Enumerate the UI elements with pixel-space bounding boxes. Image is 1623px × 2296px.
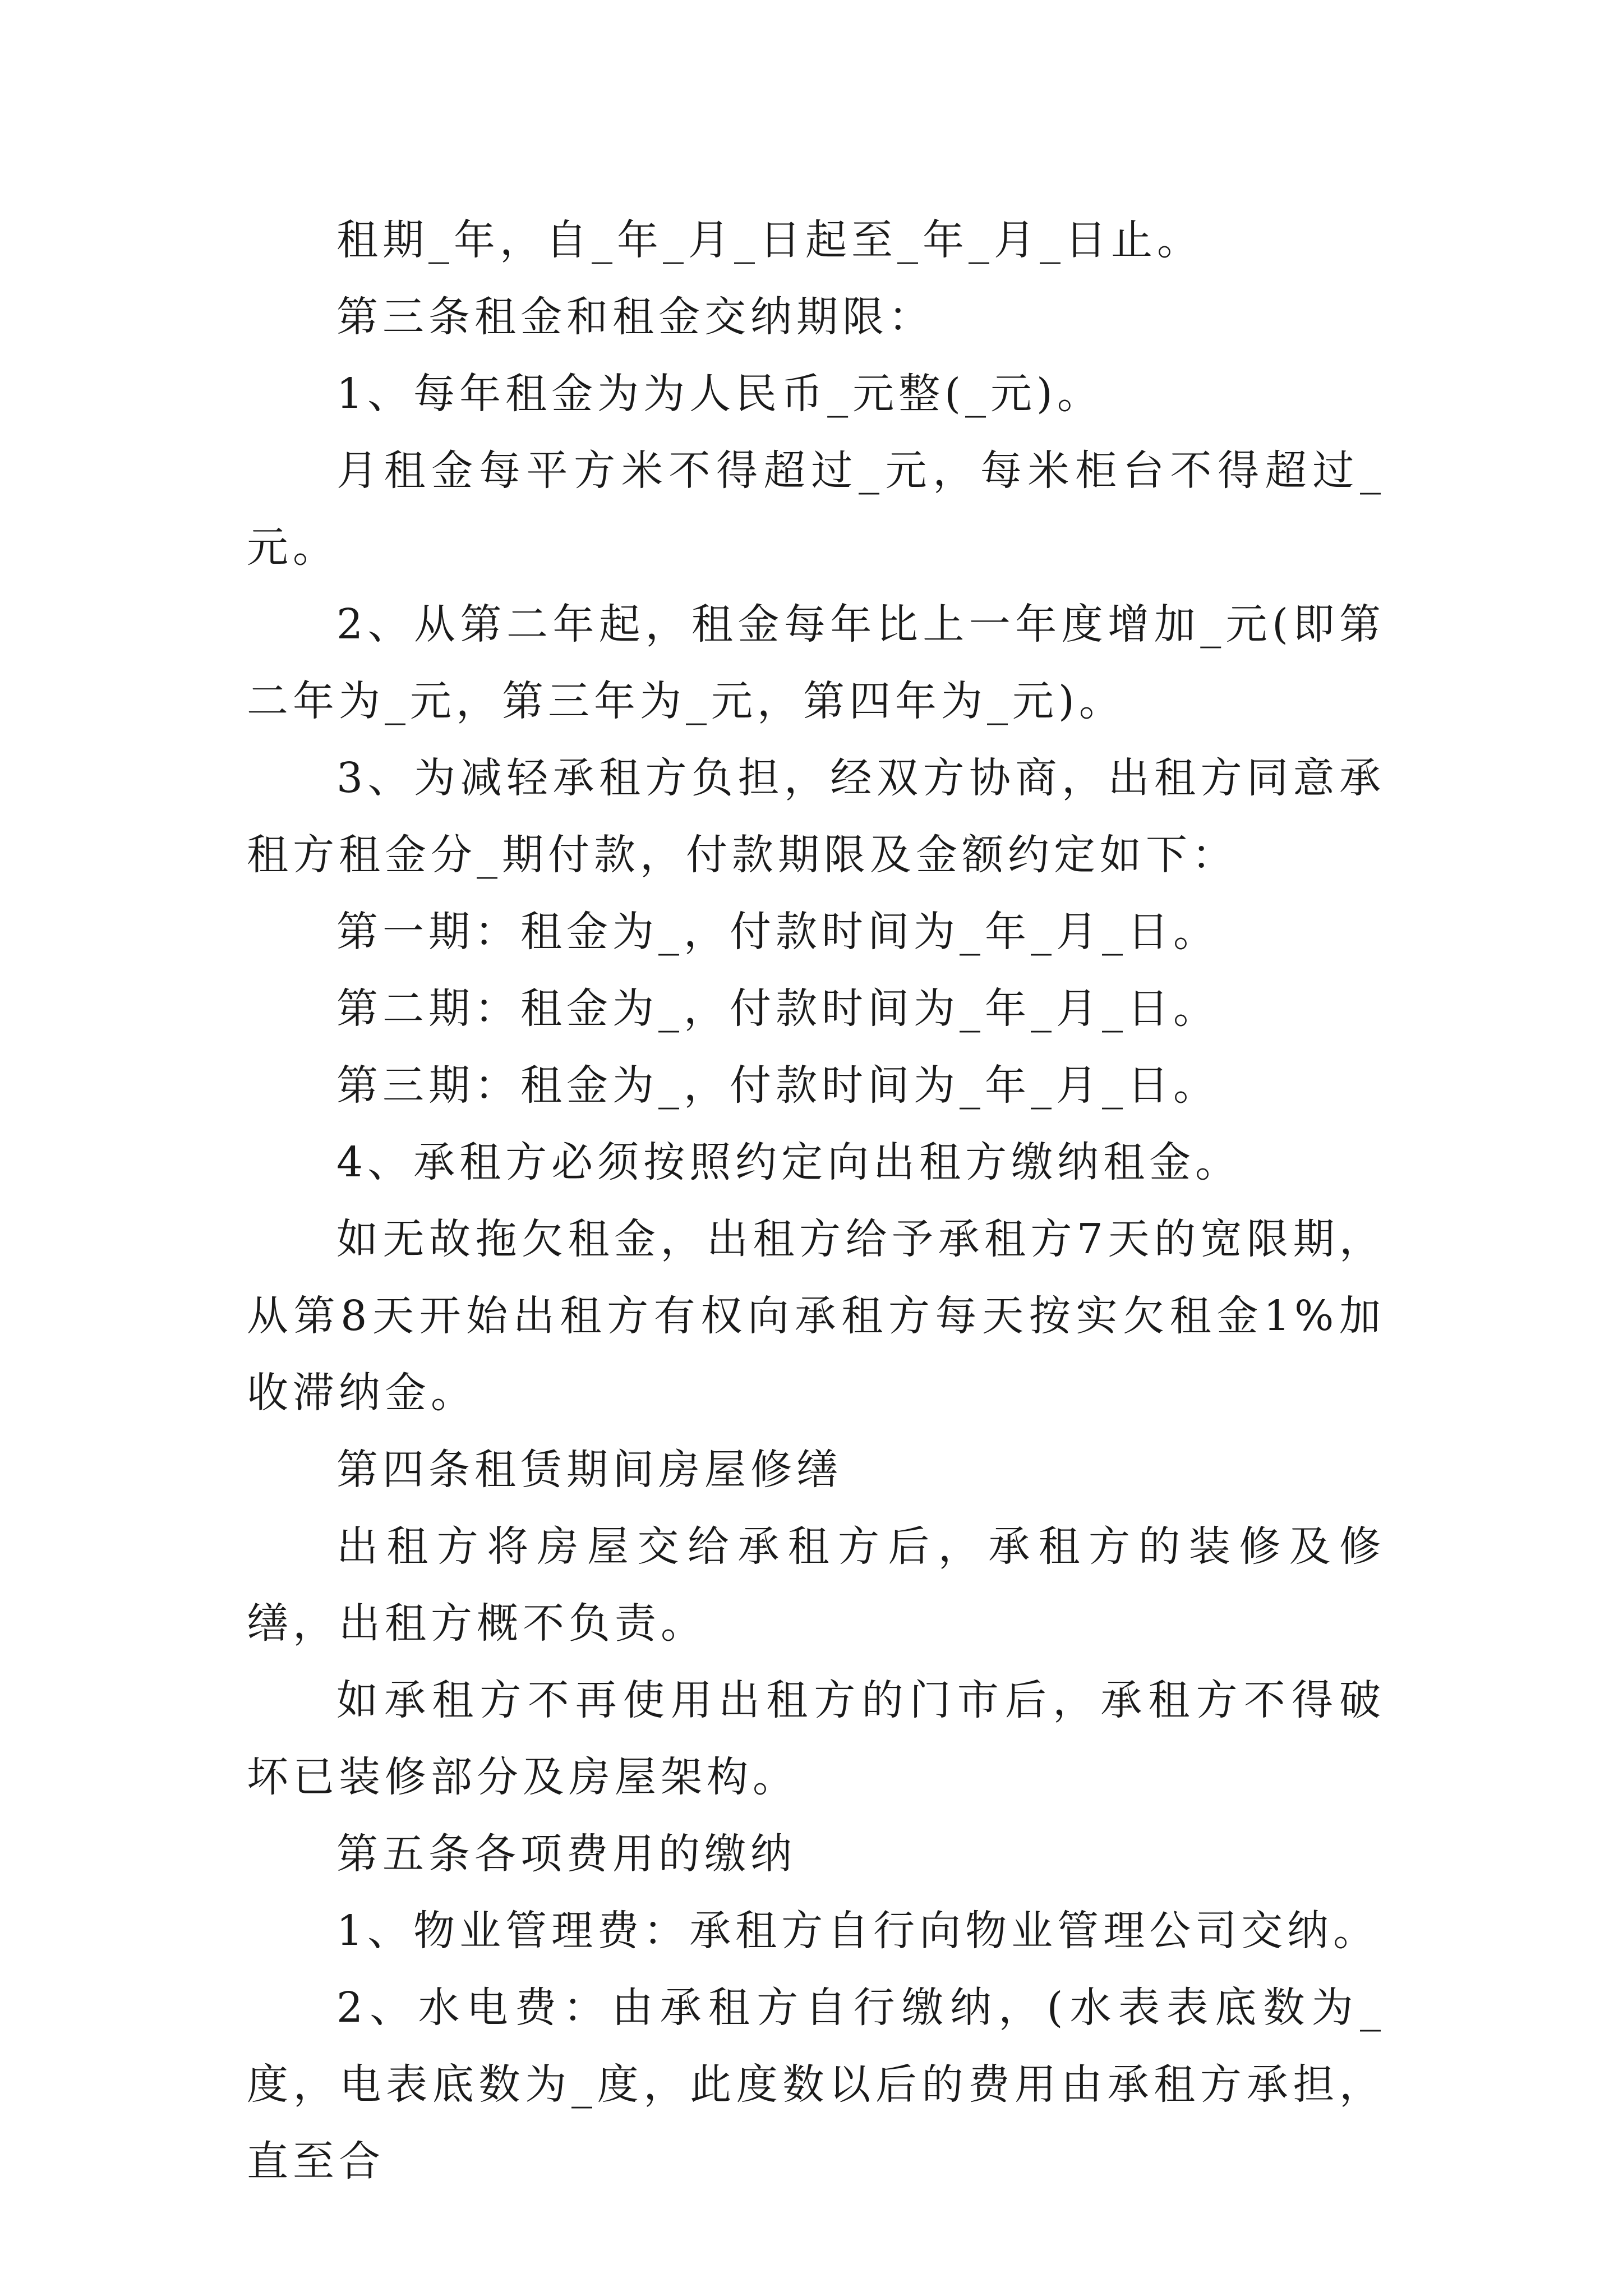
paragraph-article-5-heading: 第五条各项费用的缴纳	[336, 1830, 796, 1878]
paragraph-article-4-heading: 第四条租赁期间房屋修缮	[336, 1446, 842, 1494]
paragraph-installment-3: 第三期：租金为_，付款时间为_年_月_日。	[336, 1061, 1219, 1110]
paragraph-property-fee: 1、物业管理费：承租方自行向物业管理公司交纳。	[336, 1907, 1380, 1955]
paragraph-repairs: 出租方将房屋交给承租方后，承租方的装修及修缮，出租方概不负责。	[247, 1522, 1385, 1648]
paragraph-installments: 3、为减轻承租方负担，经双方协商，出租方同意承租方租金分_期付款，付款期限及金额约定如下：	[247, 754, 1385, 879]
paragraph-installment-1: 第一期：租金为_，付款时间为_年_月_日。	[336, 908, 1219, 956]
paragraph-no-damage: 如承租方不再使用出租方的门市后，承租方不得破坏已装修部分及房屋架构。	[247, 1676, 1385, 1801]
paragraph-installment-2: 第二期：租金为_，付款时间为_年_月_日。	[336, 984, 1219, 1033]
paragraph-utilities: 2、水电费：由承租方自行缴纳，(水表表底数为_度，电表底数为_度，此度数以后的费用由承租方承担，直至合	[247, 1984, 1385, 2185]
paragraph-article-3-heading: 第三条租金和租金交纳期限：	[336, 293, 934, 341]
paragraph-lease-term: 租期_年，自_年_月_日起至_年_月_日止。	[336, 216, 1203, 264]
paragraph-late-fee: 如无故拖欠租金，出租方给予承租方7天的宽限期，从第8天开始出租方有权向承租方每天按实欠租金1%加收滞纳金。	[247, 1215, 1385, 1417]
paragraph-rent-increase: 2、从第二年起，租金每年比上一年度增加_元(即第二年为_元，第三年为_元，第四年为_元)。	[247, 600, 1385, 725]
paragraph-monthly-rent-limit: 月租金每平方米不得超过_元，每米柜台不得超过_元。	[247, 447, 1385, 572]
paragraph-pay-rent: 4、承租方必须按照约定向出租方缴纳租金。	[336, 1138, 1242, 1186]
paragraph-annual-rent: 1、每年租金为为人民币_元整(_元)。	[336, 370, 1103, 418]
document-body	[247, 202, 1385, 2200]
